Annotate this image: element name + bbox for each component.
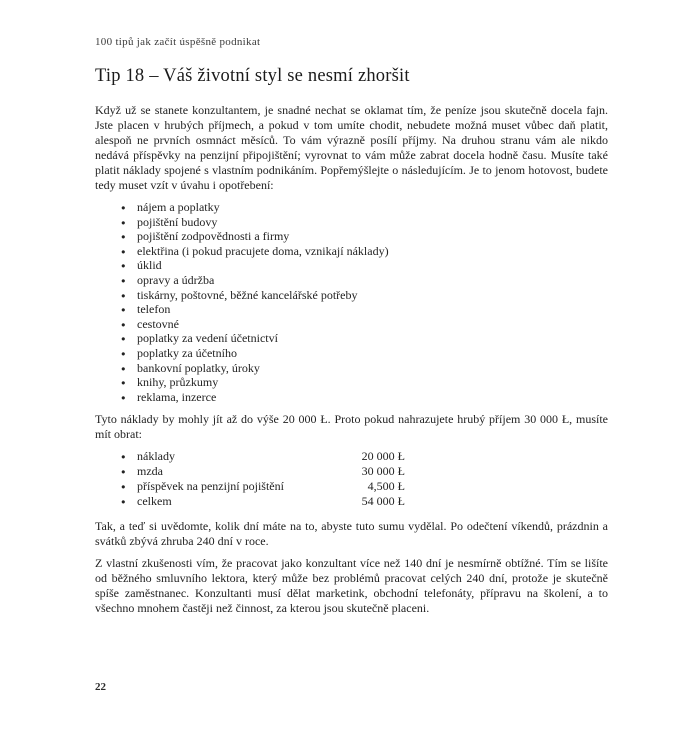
list-item: ● poplatky za účetního (121, 346, 608, 361)
intro-paragraph: Když už se stanete konzultantem, je snadné nechat se oklamat tím, že peníze jsou skutečně docela fajn. Jste placen v hrubých příjmech, a pokud v tom umíte chodit, nebudete možná muset vůbec daň platit, alespoň ne prvních osmnáct měsíců. To vám výrazně posílí příjmy. Na druhou stranu vám ale nikdo nedává příspěvky na penzijní připojištění; vyrovnat to vám může zabrat docela hodně času. Musíte také platit náklady spojené s vlastním podnikáním. Popřemýšlejte o následujícím. Je to jenom hotovost, budete tedy muset vzít v úvahu i opotřebení: (95, 103, 608, 192)
closing-paragraph-2: Z vlastní zkušenosti vím, že pracovat jako konzultant více než 140 dní je nesmírně obtížné. Tím se lišíte od běžného smluvního lektora, který může bez problémů pracovat celých 240 dní, protože je skutečně spíše zaměstnanec. Konzultanti musí dělat marketink, obchodní telefonáty, přípravu na školení, a to všechno mnohem častěji než činnost, za kterou jsou skutečně placeni. (95, 555, 608, 615)
cost-value: 54 000 Ł (361, 493, 405, 508)
cost-table (121, 449, 405, 508)
cost-value: 20 000 Ł (361, 449, 405, 464)
expenses-list (95, 200, 608, 404)
list-item: ● knihy, průzkumy (121, 375, 608, 390)
cost-label: ● příspěvek na penzijní pojištění (137, 478, 284, 493)
list-item: ● elektřina (i pokud pracujete doma, vznikají náklady) (121, 244, 608, 259)
list-item: ● pojištění budovy (121, 215, 608, 230)
cost-label: ● náklady (137, 449, 175, 464)
list-item: ● pojištění zodpovědnosti a firmy (121, 229, 608, 244)
cost-row (121, 479, 405, 494)
page-title: Tip 18 – Váš životní styl se nesmí zhoršit (95, 66, 410, 86)
closing-paragraph-1: Tak, a teď si uvědomte, kolik dní máte na to, abyste tuto sumu vydělal. Po odečtení víkendů, prázdnin a svátků zbývá zhruba 240 dní v roce. (95, 518, 608, 548)
list-item: ● cestovné (121, 317, 608, 332)
list-item: ● nájem a poplatky (121, 200, 608, 215)
list-item: ● reklama, inzerce (121, 390, 608, 405)
list-item: ● poplatky za vedení účetnictví (121, 331, 608, 346)
cost-label: ● mzda (137, 464, 163, 479)
running-header: 100 tipů jak začít úspěšně podnikat (95, 36, 261, 48)
list-item: ● úklid (121, 258, 608, 273)
page-number: 22 (95, 681, 106, 693)
cost-row (121, 494, 405, 509)
costs-paragraph: Tyto náklady by mohly jít až do výše 20 000 Ł. Proto pokud nahrazujete hrubý příjem 30 000 Ł, musíte mít obrat: (95, 412, 608, 442)
cost-value: 30 000 Ł (361, 464, 405, 479)
cost-value: 4,500 Ł (367, 478, 405, 493)
cost-row (121, 464, 405, 479)
list-item: ● tiskárny, poštovné, běžné kancelářské potřeby (121, 288, 608, 303)
cost-row (121, 449, 405, 464)
cost-label: ● celkem (137, 493, 172, 508)
list-item: ● telefon (121, 302, 608, 317)
page-content (95, 36, 608, 623)
list-item: ● bankovní poplatky, úroky (121, 361, 608, 376)
list-item: ● opravy a údržba (121, 273, 608, 288)
